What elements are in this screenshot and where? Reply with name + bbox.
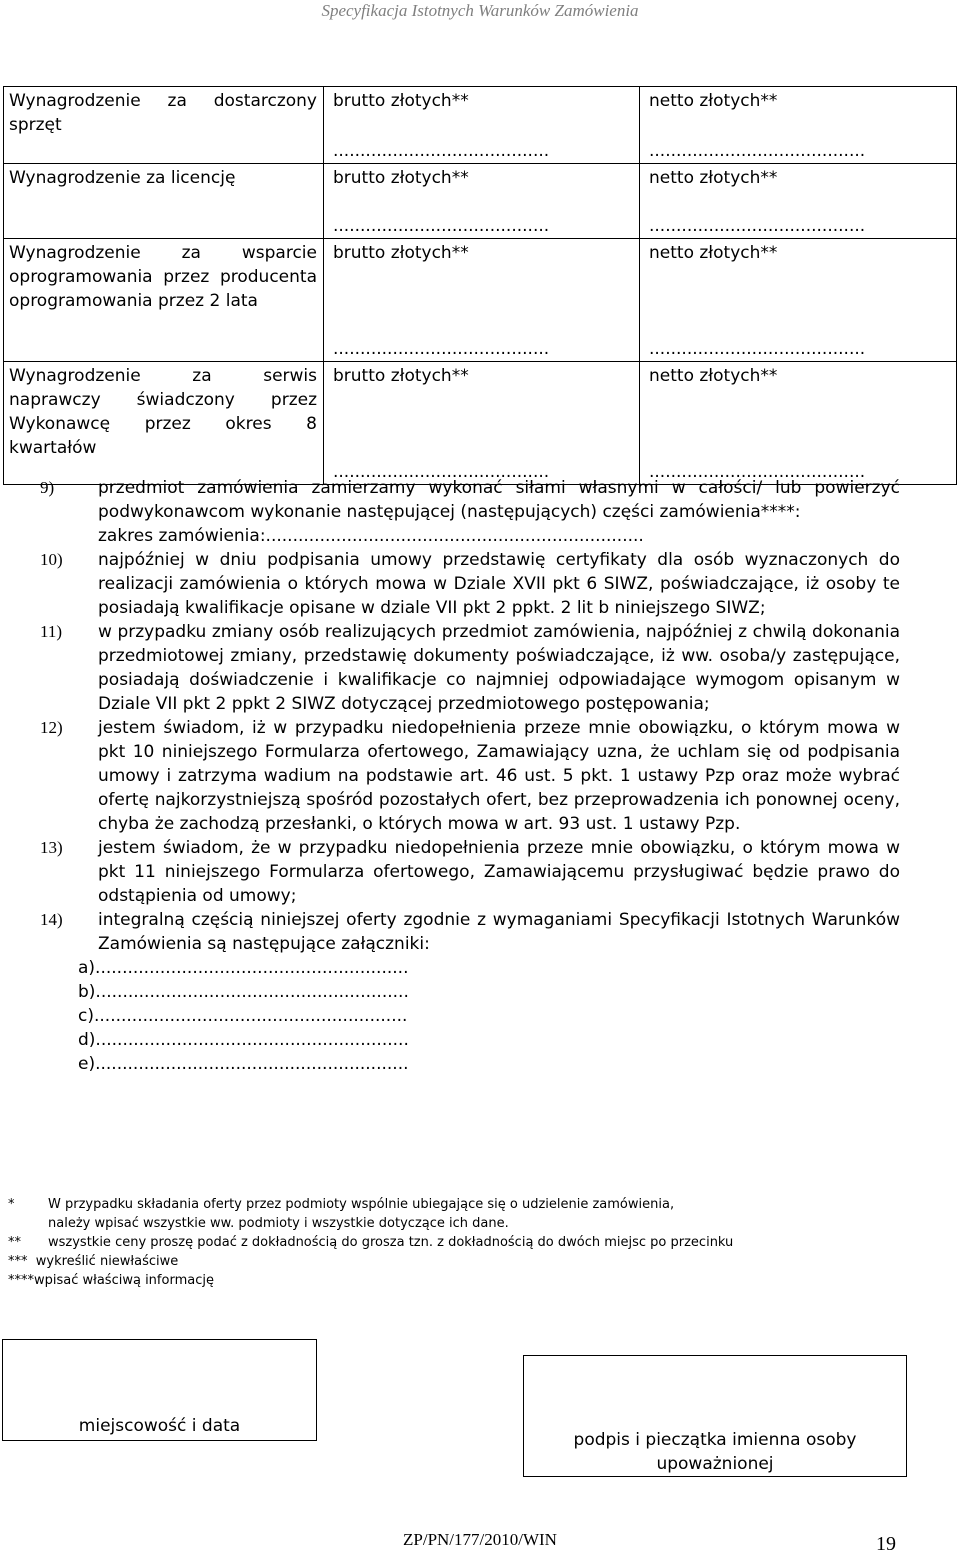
footnote [8,1195,733,1214]
netto-cell[interactable] [640,362,957,485]
item-text: najpóźniej w dniu podpisania umowy przedstawię certyfikaty dla osób wyznaczonych do realizacji zamówienia o których mowa w Dziale XVII pkt 6 SIWZ, poświadczające, iż osoby te posiadają kwalifikacje opisane w dziale VII pkt 2 ppkt. 2 lit b niniejszego SIWZ; [98,550,900,618]
signature-caption: podpis i pieczątka imienna osoby upoważnionej [573,1430,857,1474]
brutto-label: brutto złotych** [333,366,469,386]
list-item [40,908,900,956]
row-label: Wynagrodzenie za dostarczony sprzęt [4,87,324,164]
brutto-cell[interactable] [324,239,640,362]
item-number: 11) [40,622,63,641]
table-row [4,362,957,485]
footnote-text: wszystkie ceny proszę podać z dokładnością do grosza tzn. z dokładnością do dwóch miejsc po przecinku [48,1235,734,1250]
netto-label: netto złotych** [649,366,778,386]
netto-label: netto złotych** [649,91,778,111]
brutto-dots: ........................................ [333,462,550,482]
attachment-field[interactable]: a).......................................................... [78,958,409,978]
netto-cell[interactable] [640,164,957,239]
footnotes [8,1195,733,1290]
item-number: 14) [40,910,63,929]
item-number: 13) [40,838,63,857]
netto-label: netto złotych** [649,168,778,188]
page-header-title: Specyfikacja Istotnych Warunków Zamówienia [321,1,639,20]
list-item [40,476,900,548]
item-text: przedmiot zamówienia zamierzamy wykonać siłami własnymi w całości/ lub powierzyć podwykonawcom wykonanie następującej (następujących) części zamówienia****: [98,478,900,522]
footnote-mark: * [8,1197,15,1212]
item-number: 9) [40,478,55,497]
netto-cell[interactable] [640,87,957,164]
table-row [4,239,957,362]
document-code: ZP/PN/177/2010/WIN [403,1530,557,1549]
item-number: 12) [40,718,63,737]
table-row [4,87,957,164]
item-text: jestem świadom, iż w przypadku niedopełnienia przeze mnie obowiązku, o którym mowa w pkt 10 niniejszego Formularza ofertowego, Zamawiający uzna, że uchlam się od podpisania umowy i zatrzyma wadium na podstawie art. 46 ust. 5 pkt. 1 ustawy Pzp oraz może wybrać ofertę najkorzystniejszą spośród pozostałych ofert, bez przeprowadzenia ich ponownej oceny, chyba że zachodzą przesłanki, o których mowa w art. 93 ust. 1 ustawy Pzp. [98,718,900,834]
item-text: w przypadku zmiany osób realizujących przedmiot zamówienia, najpóźniej z chwilą dokonania przedmiotowej zmiany, przedstawię dokumenty poświadczające, iż ww. osoba/y zastępujące, posiadają doświadczenie i kwalifikacje co najmniej odpowiadające wymogom opisanym w Dziale VII pkt 2 ppkt 2 SIWZ dotyczącej przedmiotowego postępowania; [98,622,900,714]
brutto-label: brutto złotych** [333,91,469,111]
list-item [40,716,900,836]
netto-cell[interactable] [640,239,957,362]
list-item [40,836,900,908]
item-text: jestem świadom, że w przypadku niedopełnienia przeze mnie obowiązku, o którym mowa w pkt 11 niniejszego Formularza ofertowego, Zamawiającemu przysługiwać będzie prawo do odstąpienia od umowy; [98,838,900,906]
netto-dots: ........................................ [649,339,866,359]
brutto-cell[interactable] [324,87,640,164]
declarations-list [0,476,960,1076]
netto-label: netto złotych** [649,243,778,263]
netto-dots: ........................................ [649,462,866,482]
attachment-field[interactable]: d).......................................................... [78,1030,409,1050]
footnote-mark: ** [8,1235,21,1250]
footnote-text: W przypadku składania oferty przez podmioty wspólnie ubiegające się o udzielenie zamówienia, [48,1197,675,1212]
footnote: *** wykreślić niewłaściwe [8,1254,179,1269]
row-label: Wynagrodzenie za serwis naprawczy świadczony przez Wykonawcę przez okres 8 kwartałów [4,362,324,485]
attachment-field[interactable]: e).......................................................... [78,1054,409,1074]
brutto-label: brutto złotych** [333,243,469,263]
place-date-caption: miejscowość i data [78,1416,241,1436]
brutto-dots: ........................................ [333,216,550,236]
brutto-cell[interactable] [324,362,640,485]
footnote: ****wpisać właściwą informację [8,1273,214,1288]
list-item [40,548,900,620]
brutto-cell[interactable] [324,164,640,239]
price-table [3,86,957,485]
signature-box[interactable] [523,1355,907,1477]
netto-dots: ........................................ [649,216,866,236]
row-label: Wynagrodzenie za licencję [4,164,324,239]
brutto-label: brutto złotych** [333,168,469,188]
attachments-list [78,956,960,1076]
item-number: 10) [40,550,63,569]
footnote [8,1233,733,1252]
netto-dots: ........................................ [649,141,866,161]
attachment-field[interactable]: c).......................................................... [78,1006,408,1026]
scope-field[interactable]: zakres zamówienia:...................................................................... [98,526,644,546]
attachment-field[interactable]: b).......................................................... [78,982,409,1002]
brutto-dots: ........................................ [333,339,550,359]
table-row [4,164,957,239]
list-item [40,620,900,716]
row-label: Wynagrodzenie za wsparcie oprogramowania przez producenta oprogramowania przez 2 lata [4,239,324,362]
footnote-continuation: należy wpisać wszystkie ww. podmioty i wszystkie dotyczące ich dane. [48,1216,509,1231]
page-number: 19 [876,1533,896,1555]
item-text: integralną częścią niniejszej oferty zgodnie z wymaganiami Specyfikacji Istotnych Warunków Zamówienia są następujące załączniki: [98,910,900,954]
place-date-box[interactable] [2,1339,317,1441]
brutto-dots: ........................................ [333,141,550,161]
